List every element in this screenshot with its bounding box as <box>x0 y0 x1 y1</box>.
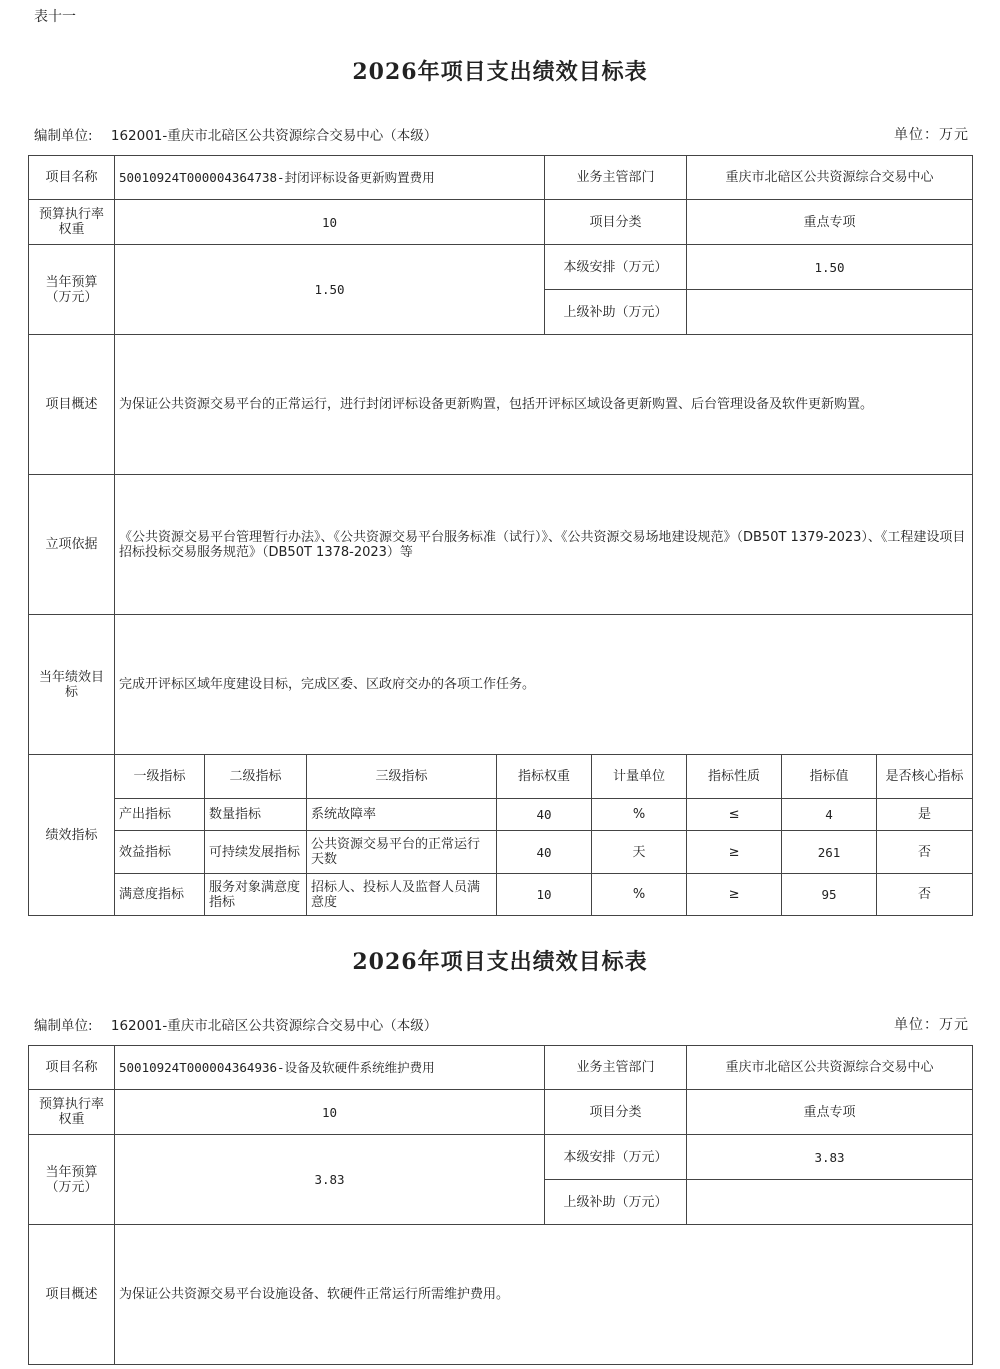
performance-table-1 <box>28 155 973 916</box>
budget-label: 当年预算（万元） <box>29 245 115 335</box>
dept-value: 重庆市北碚区公共资源综合交易中心 <box>687 156 973 200</box>
budget-value: 3.83 <box>115 1135 545 1225</box>
weight-label: 预算执行率权重 <box>29 200 115 245</box>
dept-value: 重庆市北碚区公共资源综合交易中心 <box>687 1046 973 1090</box>
compiling-unit-value: 162001-重庆市北碚区公共资源综合交易中心（本级） <box>110 128 438 144</box>
indicator-weight: 40 <box>497 799 592 831</box>
level2-indicator: 可持续发展指标 <box>205 831 307 874</box>
weight-label: 预算执行率权重 <box>29 1090 115 1135</box>
indicator-value: 4 <box>782 799 877 831</box>
indicator-header: 二级指标 <box>205 755 307 799</box>
money-unit: 单位：万元 <box>894 127 969 143</box>
local-label: 本级安排（万元） <box>545 245 687 290</box>
compiling-unit-label: 编制单位: <box>34 1018 93 1034</box>
indicator-nature: ≥ <box>687 831 782 874</box>
indicator-core: 否 <box>877 874 973 916</box>
overview-label: 项目概述 <box>29 1225 115 1365</box>
project-name-value: 50010924T000004364936-设备及软硬件系统维护费用 <box>115 1046 545 1090</box>
local-value: 1.50 <box>687 245 973 290</box>
overview-label: 项目概述 <box>29 335 115 475</box>
goal-label: 当年绩效目标 <box>29 615 115 755</box>
indicator-value: 95 <box>782 874 877 916</box>
basis-label: 立项依据 <box>29 475 115 615</box>
upper-value <box>687 290 973 335</box>
compiling-unit-label: 编制单位: <box>34 128 93 144</box>
project-name-value: 50010924T000004364738-封闭评标设备更新购置费用 <box>115 156 545 200</box>
project-name-label: 项目名称 <box>29 1046 115 1090</box>
level1-indicator: 产出指标 <box>115 799 205 831</box>
local-value: 3.83 <box>687 1135 973 1180</box>
level3-indicator: 系统故障率 <box>307 799 497 831</box>
level1-indicator: 满意度指标 <box>115 874 205 916</box>
overview-value: 为保证公共资源交易平台的正常运行，进行封闭评标设备更新购置，包括开评标区域设备更新购置、后台管理设备及软件更新购置。 <box>115 335 973 475</box>
level3-indicator: 公共资源交易平台的正常运行天数 <box>307 831 497 874</box>
section-title: 2026年项目支出绩效目标表 <box>352 59 648 85</box>
section-title: 2026年项目支出绩效目标表 <box>352 949 648 975</box>
indicator-weight: 40 <box>497 831 592 874</box>
indicator-header: 指标权重 <box>497 755 592 799</box>
indicator-core: 是 <box>877 799 973 831</box>
indicator-header: 三级指标 <box>307 755 497 799</box>
category-label: 项目分类 <box>545 1090 687 1135</box>
page-tag: 表十一 <box>34 9 76 25</box>
upper-label: 上级补助（万元） <box>545 1180 687 1225</box>
level2-indicator: 服务对象满意度指标 <box>205 874 307 916</box>
upper-label: 上级补助（万元） <box>545 290 687 335</box>
compiling-unit <box>34 1014 437 1034</box>
indicator-header: 是否核心指标 <box>877 755 973 799</box>
indicator-weight: 10 <box>497 874 592 916</box>
table-row <box>29 831 973 874</box>
weight-value: 10 <box>115 1090 545 1135</box>
indicator-unit: % <box>592 799 687 831</box>
local-label: 本级安排（万元） <box>545 1135 687 1180</box>
level3-indicator: 招标人、投标人及监督人员满意度 <box>307 874 497 916</box>
indicator-header: 一级指标 <box>115 755 205 799</box>
overview-value: 为保证公共资源交易平台设施设备、软硬件正常运行所需维护费用。 <box>115 1225 973 1365</box>
table-row <box>29 874 973 916</box>
performance-table-2 <box>28 1045 973 1365</box>
basis-value: 《公共资源交易平台管理暂行办法》、《公共资源交易平台服务标准（试行）》、《公共资源交易场地建设规范》（DB50T 1379-2023）、《工程建设项目招标投标交易服务规范》（DB50T 1378-2023）等 <box>115 475 973 615</box>
table-row <box>29 799 973 831</box>
dept-label: 业务主管部门 <box>545 1046 687 1090</box>
indicator-unit: 天 <box>592 831 687 874</box>
indicator-unit: % <box>592 874 687 916</box>
goal-value: 完成开评标区域年度建设目标，完成区委、区政府交办的各项工作任务。 <box>115 615 973 755</box>
indicator-nature: ≥ <box>687 874 782 916</box>
level1-indicator: 效益指标 <box>115 831 205 874</box>
budget-value: 1.50 <box>115 245 545 335</box>
weight-value: 10 <box>115 200 545 245</box>
indicator-header: 指标性质 <box>687 755 782 799</box>
indicators-label: 绩效指标 <box>29 755 115 916</box>
project-name-label: 项目名称 <box>29 156 115 200</box>
compiling-unit-value: 162001-重庆市北碚区公共资源综合交易中心（本级） <box>110 1018 438 1034</box>
level2-indicator: 数量指标 <box>205 799 307 831</box>
category-label: 项目分类 <box>545 200 687 245</box>
indicator-value: 261 <box>782 831 877 874</box>
indicator-nature: ≤ <box>687 799 782 831</box>
indicator-header: 计量单位 <box>592 755 687 799</box>
indicator-header: 指标值 <box>782 755 877 799</box>
upper-value <box>687 1180 973 1225</box>
money-unit: 单位：万元 <box>894 1017 969 1033</box>
category-value: 重点专项 <box>687 1090 973 1135</box>
category-value: 重点专项 <box>687 200 973 245</box>
compiling-unit <box>34 124 437 144</box>
budget-label: 当年预算（万元） <box>29 1135 115 1225</box>
dept-label: 业务主管部门 <box>545 156 687 200</box>
indicator-core: 否 <box>877 831 973 874</box>
